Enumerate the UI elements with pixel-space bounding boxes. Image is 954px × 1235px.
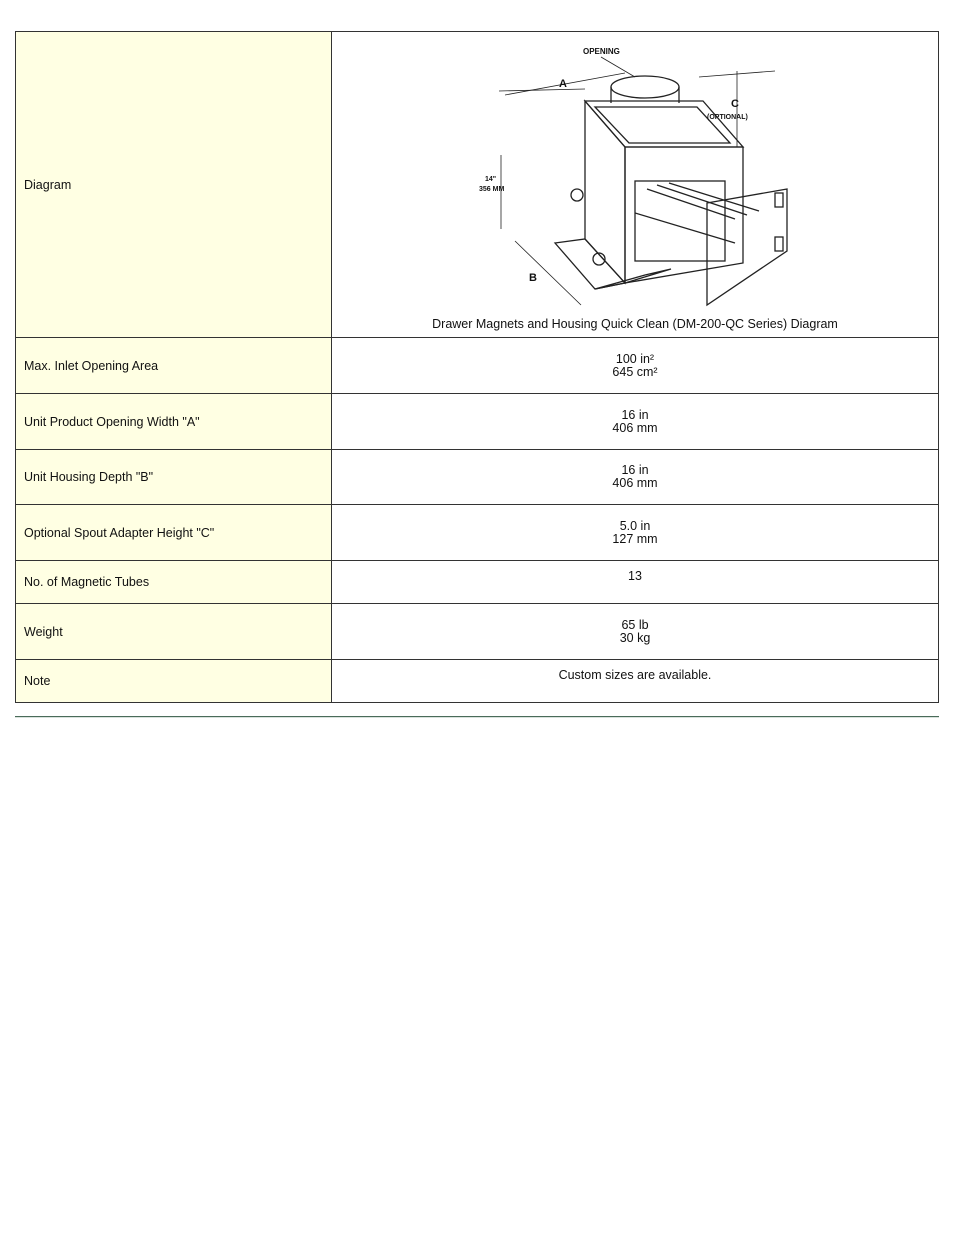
row-label: Max. Inlet Opening Area — [16, 338, 332, 394]
value-line: 13 — [628, 569, 642, 583]
table-row — [16, 561, 939, 604]
value-line: 16 in — [621, 463, 649, 477]
table-row — [16, 604, 939, 660]
value-line: 30 kg — [619, 630, 651, 645]
row-value — [332, 660, 939, 703]
row-label: Unit Housing Depth "B" — [16, 450, 332, 505]
drawer-magnet-diagram — [475, 43, 795, 313]
value-line: 406 mm — [612, 476, 658, 490]
table-row — [16, 505, 939, 561]
spec-table — [15, 31, 939, 703]
dim-c-label: C — [731, 97, 739, 110]
table-row — [16, 660, 939, 703]
row-value — [332, 561, 939, 604]
height-mm-label: 356 MM — [479, 185, 505, 193]
row-label: Note — [16, 660, 332, 703]
value-line: Custom sizes are available. — [558, 668, 712, 682]
value-line: 127 mm — [612, 531, 658, 546]
value-line: 406 mm — [612, 420, 658, 435]
value-line: 645 cm² — [612, 364, 658, 379]
value-line: 16 in — [621, 407, 649, 422]
diagram-cell — [332, 32, 939, 338]
table-row — [16, 394, 939, 450]
value-line: 65 lb — [621, 617, 649, 632]
dim-a-label: A — [559, 77, 567, 90]
row-value — [332, 394, 939, 450]
row-label: Diagram — [16, 32, 332, 338]
value-line: 5.0 in — [619, 518, 651, 533]
opening-label: OPENING — [583, 46, 620, 56]
table-row — [16, 338, 939, 394]
row-value — [332, 450, 939, 505]
diagram-caption: Drawer Magnets and Housing Quick Clean (DM-200-QC Series) Diagram — [432, 316, 838, 331]
optional-label: (OPTIONAL) — [707, 113, 748, 121]
row-label: Unit Product Opening Width "A" — [16, 394, 332, 450]
dim-b-label: B — [529, 271, 537, 284]
value-line: 100 in² — [615, 351, 655, 366]
row-label: Optional Spout Adapter Height "C" — [16, 505, 332, 561]
horizontal-rule — [15, 716, 939, 718]
row-value — [332, 604, 939, 660]
table-row — [16, 450, 939, 505]
row-label: No. of Magnetic Tubes — [16, 561, 332, 604]
row-label: Weight — [16, 604, 332, 660]
row-value — [332, 338, 939, 394]
table-row — [16, 32, 939, 338]
height-in-label: 14" — [485, 175, 497, 183]
row-value — [332, 505, 939, 561]
